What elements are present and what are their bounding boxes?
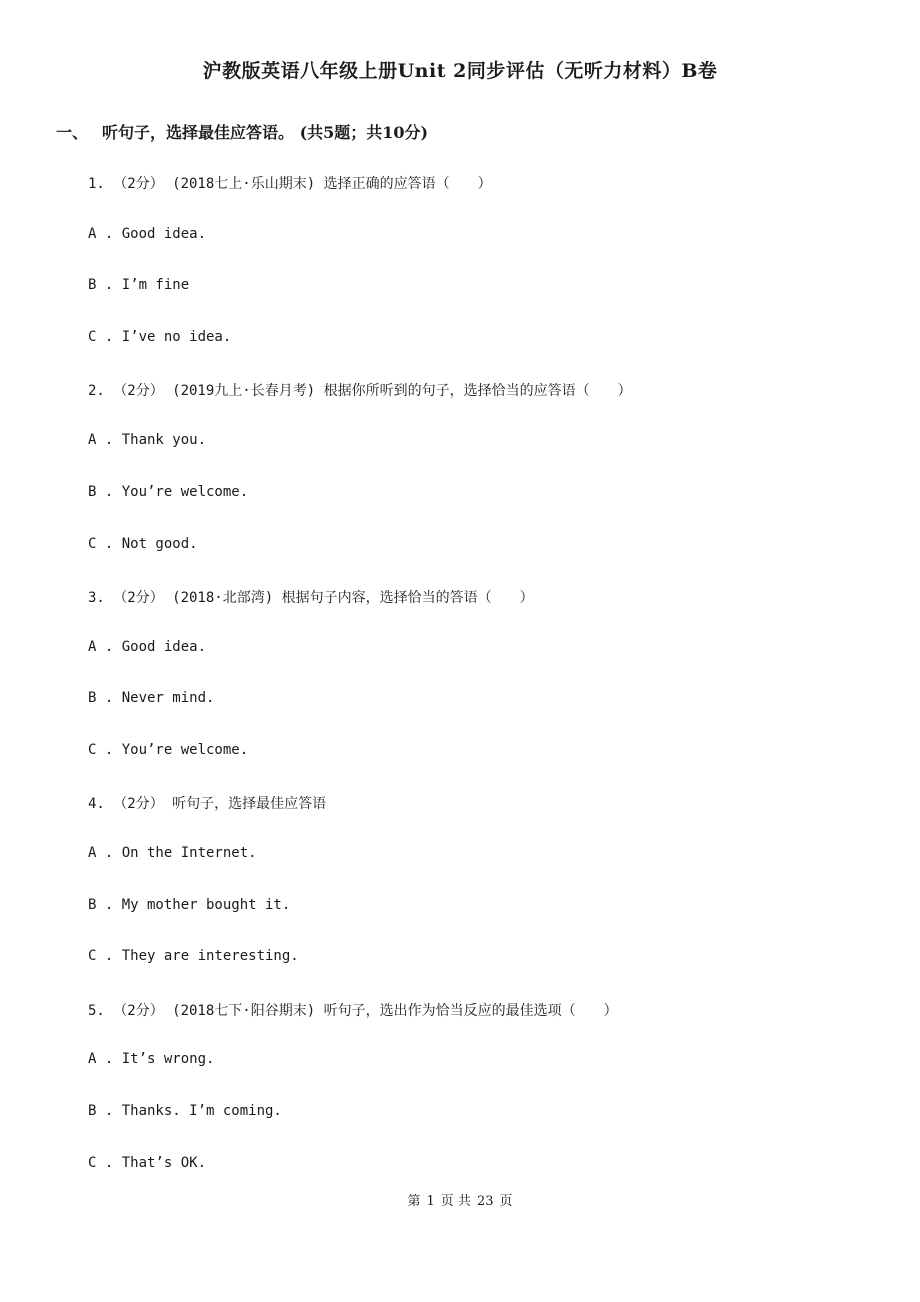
- page-footer: [0, 1190, 920, 1209]
- question-stem: 3. （2分） (2018·北部湾) 根据句子内容，选择恰当的答语（ ）: [88, 590, 534, 606]
- footer-prefix: 第: [407, 1194, 421, 1209]
- answer-option: C . They are interesting.: [88, 948, 299, 964]
- answer-option: B . Thanks. I’m coming.: [88, 1103, 282, 1119]
- answer-option: B . Never mind.: [88, 690, 215, 706]
- footer-total-pages: 23: [476, 1194, 494, 1209]
- answer-option: A . Good idea.: [88, 226, 207, 242]
- answer-option: B . I’m fine: [88, 277, 190, 293]
- footer-suffix: 页: [499, 1194, 513, 1209]
- answer-option: C . Not good.: [88, 536, 198, 552]
- answer-option: C . I’ve no idea.: [88, 329, 232, 345]
- question-stem: 1. （2分） (2018七上·乐山期末) 选择正确的应答语（ ）: [88, 176, 492, 192]
- section-heading: [56, 120, 428, 143]
- question-stem: 2. （2分） (2019九上·长春月考) 根据你所听到的句子，选择恰当的应答语（ ）: [88, 383, 632, 399]
- answer-option: A . On the Internet.: [88, 845, 257, 861]
- answer-option: C . That’s OK.: [88, 1155, 207, 1171]
- question-stem: 5. （2分） (2018七下·阳谷期末) 听句子，选出作为恰当反应的最佳选项（ ）: [88, 1003, 618, 1019]
- question-stem: 4. （2分） 听句子，选择最佳应答语: [88, 796, 327, 812]
- section-heading-text: 听句子，选择最佳应答语。 (共5题；共10分): [102, 123, 429, 142]
- footer-middle: 页 共: [440, 1194, 471, 1209]
- answer-option: C . You’re welcome.: [88, 742, 249, 758]
- footer-page-number: 1: [426, 1194, 435, 1209]
- answer-option: A . It’s wrong.: [88, 1051, 215, 1067]
- document-title: 沪教版英语八年级上册Unit 2同步评估（无听力材料）B卷: [202, 60, 718, 82]
- section-number: 一、: [56, 123, 89, 142]
- answer-option: B . My mother bought it.: [88, 897, 291, 913]
- answer-option: A . Thank you.: [88, 432, 207, 448]
- answer-option: A . Good idea.: [88, 639, 207, 655]
- answer-option: B . You’re welcome.: [88, 484, 249, 500]
